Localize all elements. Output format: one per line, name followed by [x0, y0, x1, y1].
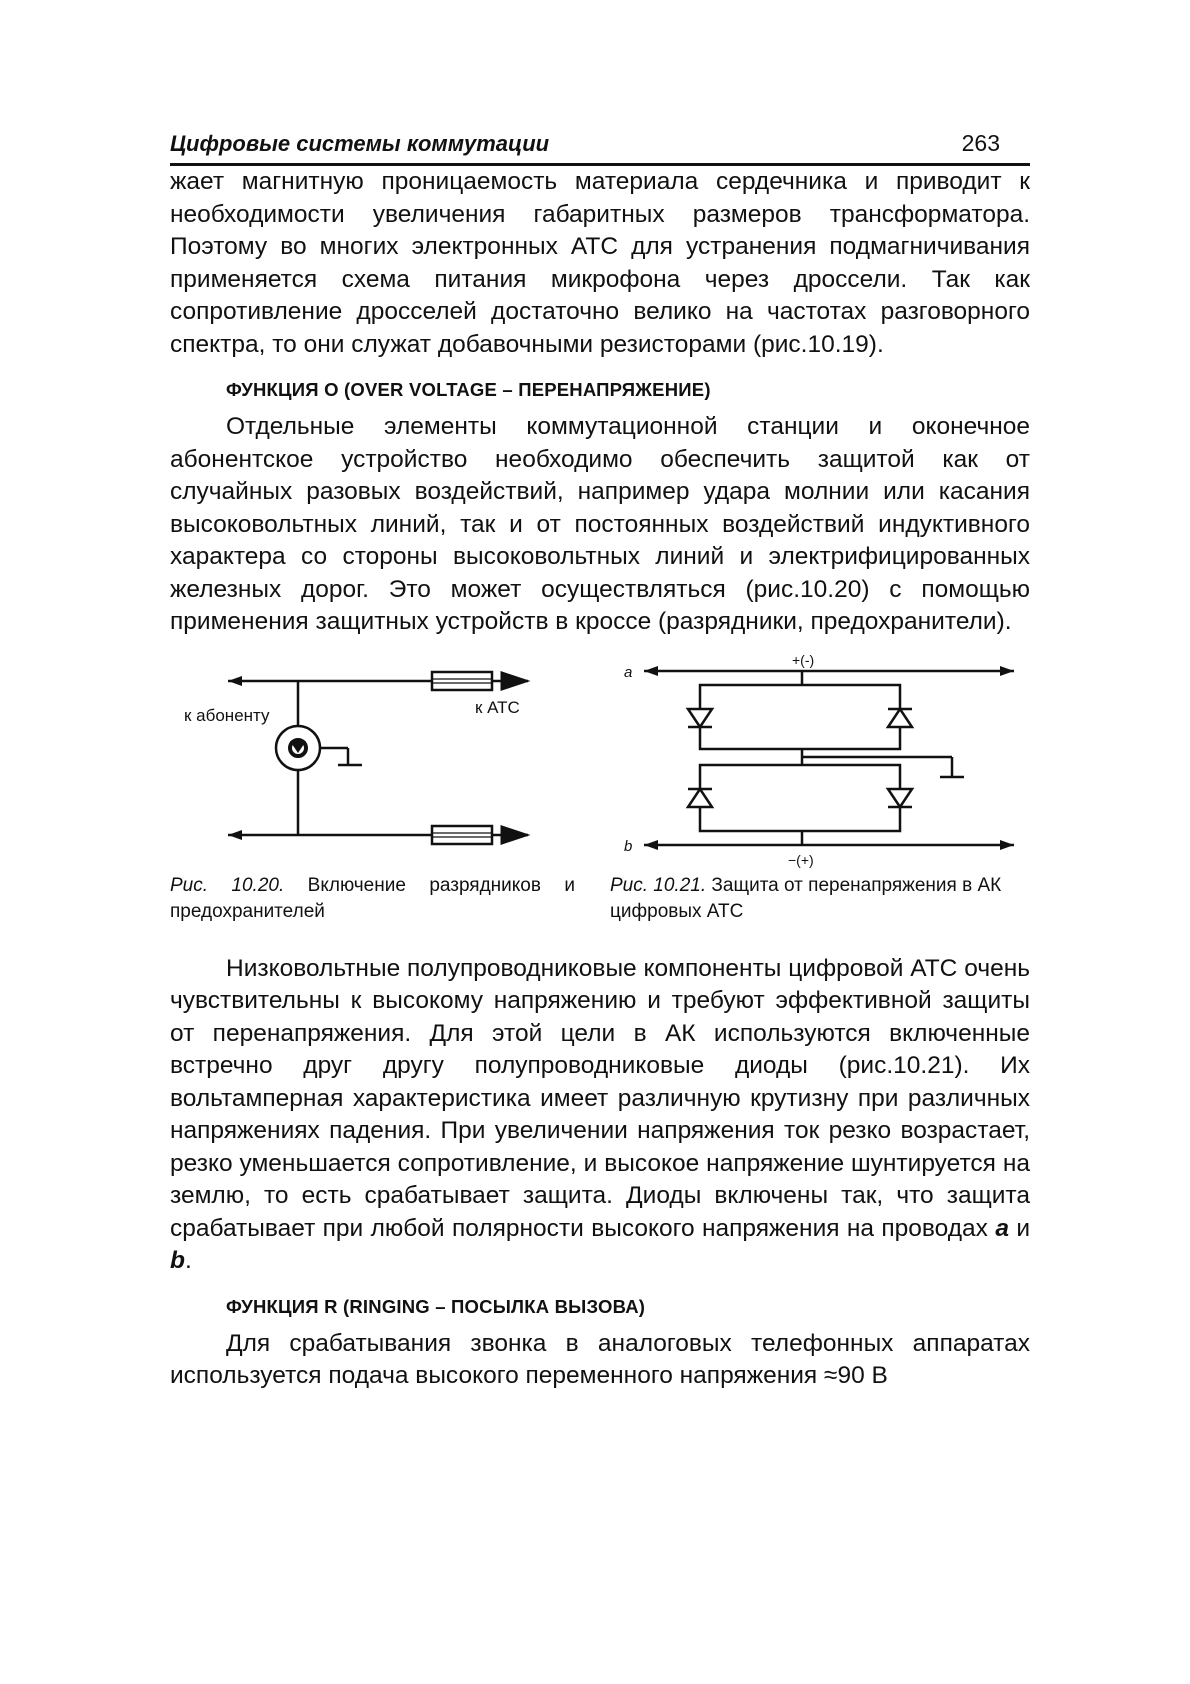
- paragraph-function-r: Для срабатывания звонка в аналоговых телефонных аппаратах используется подача высокого переменного напряжения ≈90 В: [170, 1329, 1030, 1389]
- caption-figure-10-20: [170, 873, 575, 925]
- caption-number-10-21: Рис. 10.21.: [610, 874, 707, 896]
- figures-row: [170, 653, 1030, 953]
- paragraph-diodes-text: Низковольтные полупроводниковые компоненты цифровой АТС очень чувствительны к высокому напряжению и требуют эффективной защиты от перенапряжения. Для этой цели в АК используются включенные встречно друг другу полупроводниковые диоды (рис.10.21). Их вольтамперная характеристика имеет различную крутизну при различных напряжениях падения. При увеличении напряжения ток резко возрастает, резко уменьшается сопротивление, и высокое напряжение шунтируется на землю, то есть срабатывает защита. Диоды включены так, что защита срабатывает при любой полярности высокого напряжения на проводах: [170, 954, 1030, 1242]
- paragraph-diodes: [170, 953, 1030, 1278]
- figure-10-20-diagram: [170, 653, 570, 868]
- running-header-title: Цифровые системы коммутации: [170, 131, 550, 156]
- label-wire-b: b: [624, 837, 633, 855]
- label-bottom-polarity: −(+): [788, 851, 814, 868]
- page-number: 263: [961, 130, 1000, 156]
- sentence-end: .: [184, 1247, 192, 1274]
- label-to-exchange: к АТС: [475, 697, 520, 717]
- diode-pair-top: [700, 685, 900, 749]
- section-heading-function-r: ФУНКЦИЯ R (RINGING – ПОСЫЛКА ВЫЗОВА): [226, 1295, 646, 1317]
- caption-figure-10-21: [610, 873, 1030, 925]
- label-to-subscriber: к абоненту: [184, 705, 270, 725]
- section-heading-function-o: ФУНКЦИЯ О (OVER VOLTAGE – ПЕРЕНАПРЯЖЕНИЕ): [226, 379, 711, 400]
- wire-a-ref: a: [995, 1214, 1009, 1242]
- figure-10-21-diagram: [622, 653, 1030, 868]
- running-header: [170, 130, 1030, 166]
- caption-text-10-21: Защита от перенапряжения в АК цифровых АТС: [610, 874, 1002, 922]
- caption-number-10-20: Рис. 10.20.: [170, 874, 285, 896]
- fuse-top: [432, 672, 492, 690]
- fuse-bottom: [432, 826, 492, 844]
- caption-text-10-20: Включение разрядников и предохранителей: [170, 874, 575, 922]
- diode-pair-bottom: [700, 765, 900, 831]
- diode-top-left: [688, 709, 712, 727]
- wire-b-ref: b: [170, 1247, 185, 1274]
- label-wire-a: a: [624, 663, 633, 681]
- diode-top-right: [888, 709, 912, 727]
- book-page: [170, 130, 1030, 1393]
- paragraph-function-o: Отдельные элементы коммутационной станции и оконечное абонентское устройство необходимо обеспечить защитой как от случайных разовых воздействий, например удара молнии или касания высоковольтных линий, так и от постоянных воздействий индуктивного характера со стороны высоковольтных линий и электрифицированных железных дорог. Это может осуществляться (рис.10.20) с помощью применения защитных устройств в кроссе (разрядники, предохранители).: [170, 413, 1030, 635]
- label-top-polarity: +(-): [792, 652, 815, 668]
- conjunction: и: [1016, 1214, 1031, 1242]
- diode-bottom-right: [888, 789, 912, 807]
- diode-bottom-left: [688, 789, 712, 807]
- paragraph-continuation: жает магнитную проницаемость материала сердечника и приводит к необходимости увеличения габаритных размеров трансформатора. Поэтому во многих электронных АТС для устранения подмагничивания применяется схема питания микрофона через дроссели. Так как сопротивление дросселей достаточно велико на частотах разговорного спектра, то они служат добавочными резисторами (рис.10.19).: [170, 168, 1030, 358]
